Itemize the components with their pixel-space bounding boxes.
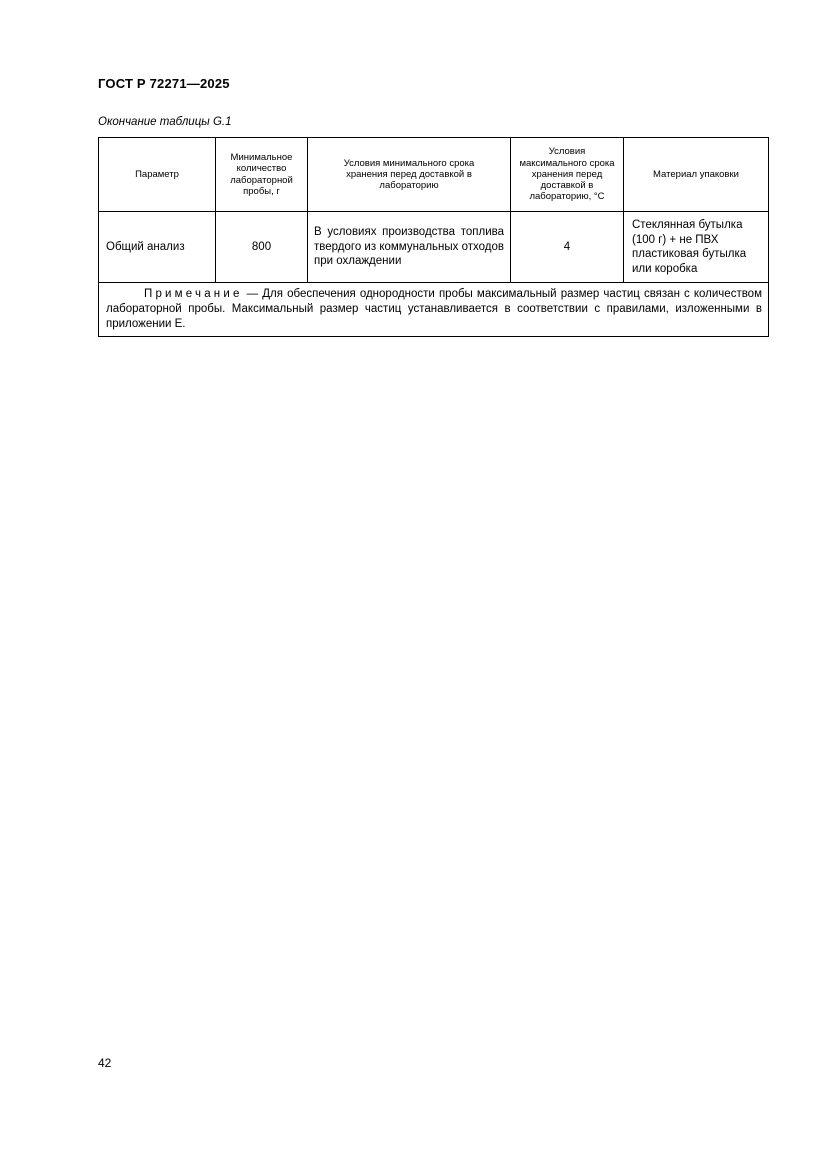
- table-g1: [98, 137, 769, 337]
- column-header-parameter: Параметр: [99, 138, 216, 212]
- column-header-min-quantity: Минимальное количество лабораторной пробы, г: [216, 138, 308, 212]
- cell-min-storage-conditions: В условиях производства топлива твердого из коммунальных отходов при охлаждении: [308, 212, 511, 283]
- cell-max-storage-conditions: 4: [511, 212, 624, 283]
- page-number: 42: [98, 1056, 112, 1070]
- table-caption: Окончание таблицы G.1: [98, 116, 232, 128]
- note-text: — Для обеспечения однородности пробы максимальный размер частиц связан с количеством лабораторной пробы. Максимальный размер частиц устанавливается в соответствии с правилами, изложенными в приложении Е.: [106, 288, 762, 330]
- table-header-row: [99, 138, 769, 212]
- column-header-packaging: Материал упаковки: [624, 138, 769, 212]
- cell-min-quantity: 800: [216, 212, 308, 283]
- cell-parameter: Общий анализ: [99, 212, 216, 283]
- table-row: [99, 212, 769, 283]
- table-note-row: [99, 283, 769, 337]
- cell-packaging: Стеклянная бутылка (100 г) + не ПВХ пластиковая бутылка или коробка: [624, 212, 769, 283]
- note-label: Примечание: [144, 288, 243, 300]
- column-header-min-storage: Условия минимального срока хранения перед доставкой в лабораторию: [308, 138, 511, 212]
- table-note: [99, 283, 769, 337]
- document-header: ГОСТ Р 72271—2025: [98, 76, 230, 91]
- column-header-max-storage: Условия максимального срока хранения перед доставкой в лабораторию, °С: [511, 138, 624, 212]
